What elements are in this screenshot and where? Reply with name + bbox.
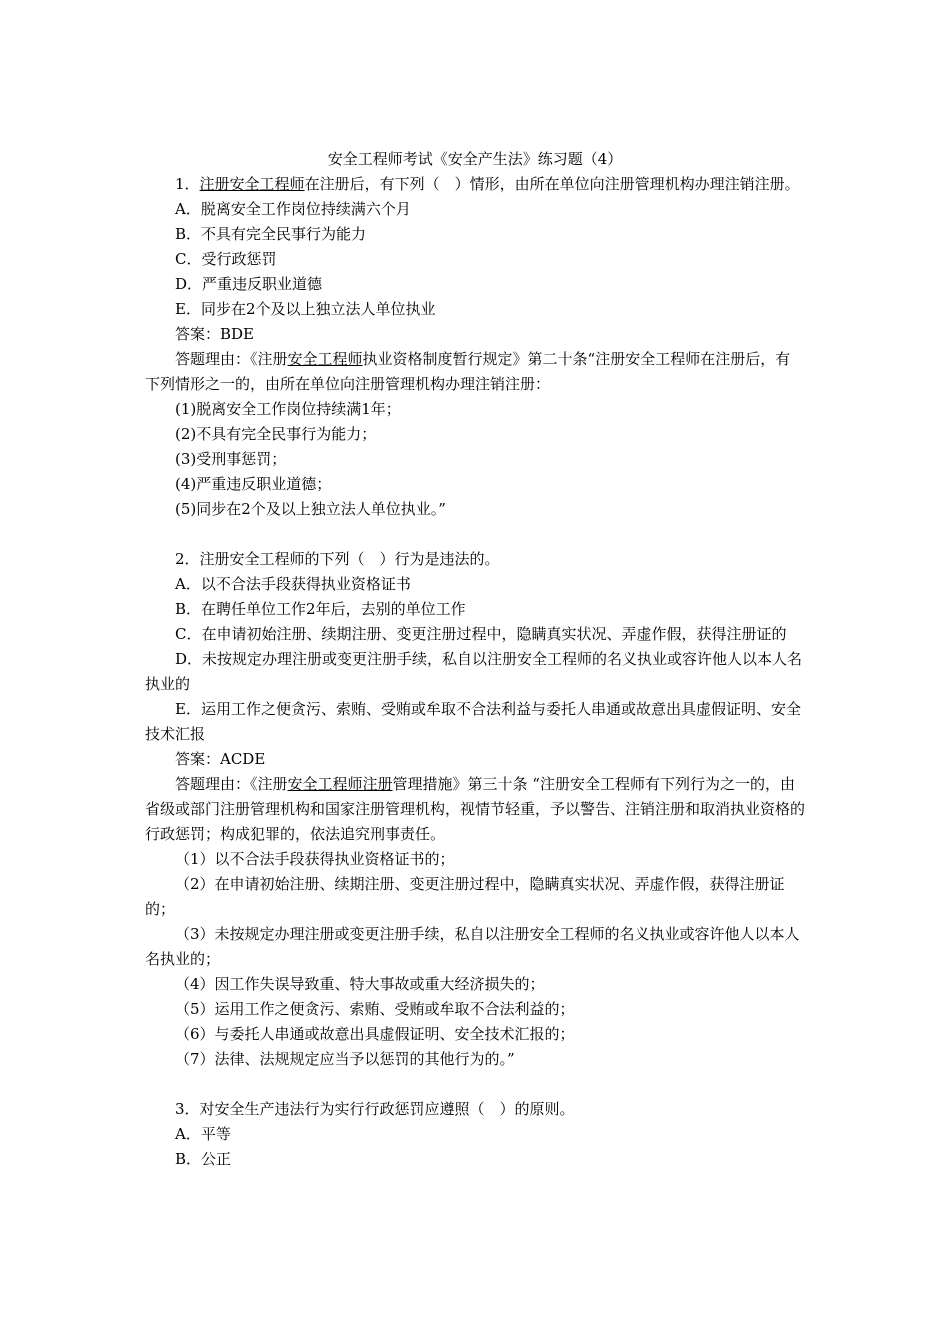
question-1-option-a: A．脱离安全工作岗位持续满六个月 bbox=[175, 200, 411, 218]
question-3-stem: 3．对安全生产违法行为实行行政惩罚应遵照（ ）的原则。 bbox=[175, 1100, 575, 1118]
question-1-item-4: (4)严重违反职业道德； bbox=[175, 475, 332, 493]
question-2-option-b: B．在聘任单位工作2年后，去别的单位工作 bbox=[175, 600, 466, 618]
question-2-item-1: （1）以不合法手段获得执业资格证书的； bbox=[175, 850, 455, 868]
question-1-link[interactable]: 注册安全工程师 bbox=[199, 175, 305, 193]
question-1-option-c: C．受行政惩罚 bbox=[175, 250, 277, 268]
question-1-reason-link[interactable]: 安全工程师 bbox=[287, 350, 363, 368]
question-2-item-6: （6）与委托人串通或故意出具虚假证明、安全技术汇报的； bbox=[175, 1025, 575, 1043]
question-1-reason bbox=[145, 347, 805, 397]
question-1-option-e: E．同步在2个及以上独立法人单位执业 bbox=[175, 300, 436, 318]
question-1-reason-prefix: 答题理由：《注册 bbox=[175, 350, 288, 368]
question-2-item-3: （3）未按规定办理注册或变更注册手续，私自以注册安全工程师的名义执业或容许他人以本人名执业的； bbox=[145, 925, 800, 968]
question-2-reason-prefix: 答题理由：《注册 bbox=[175, 775, 288, 793]
question-1-item-1: (1)脱离安全工作岗位持续满1年； bbox=[175, 400, 401, 418]
question-2-reason bbox=[145, 772, 805, 847]
question-1-option-b: B．不具有完全民事行为能力 bbox=[175, 225, 367, 243]
question-2-item-7: （7）法律、法规规定应当予以惩罚的其他行为的。” bbox=[175, 1050, 515, 1068]
question-1-option-d: D．严重违反职业道德 bbox=[175, 275, 323, 293]
paragraph-spacer bbox=[145, 1072, 805, 1097]
question-1-number: 1． bbox=[175, 175, 200, 193]
question-2-reason-link[interactable]: 安全工程师注册 bbox=[287, 775, 393, 793]
question-1-item-3: (3)受刑事惩罚； bbox=[175, 450, 287, 468]
question-2-option-e: E．运用工作之便贪污、索贿、受贿或牟取不合法利益与委托人串通或故意出具虚假证明、安全技术汇报 bbox=[145, 700, 801, 743]
question-2-answer: 答案：ACDE bbox=[175, 750, 266, 768]
question-1-text: 在注册后，有下列（ ）情形，由所在单位向注册管理机构办理注销注册。 bbox=[304, 175, 800, 193]
document-page bbox=[145, 147, 805, 1172]
question-3-option-b: B．公正 bbox=[175, 1150, 232, 1168]
question-2-reason-text: 管理措施》第三十条 “注册安全工程师有下列行为之一的，由省级或部门注册管理机构和国家注册管理机构，视情节轻重，予以警告、注销注册和取消执业资格的行政惩罚；构成犯罪的，依法追究刑事责任。 bbox=[145, 775, 806, 843]
document-title: 安全工程师考试《安全产生法》练习题（4） bbox=[327, 150, 623, 168]
question-3-option-a: A．平等 bbox=[175, 1125, 231, 1143]
question-2-stem: 2．注册安全工程师的下列（ ）行为是违法的。 bbox=[175, 550, 500, 568]
question-2-option-d: D．未按规定办理注册或变更注册手续，私自以注册安全工程师的名义执业或容许他人以本人名执业的 bbox=[145, 650, 803, 693]
question-2-item-4: （4）因工作失误导致重、特大事故或重大经济损失的； bbox=[175, 975, 545, 993]
question-2-item-5: （5）运用工作之便贪污、索贿、受贿或牟取不合法利益的； bbox=[175, 1000, 575, 1018]
paragraph-spacer bbox=[145, 522, 805, 547]
question-2-option-c: C．在申请初始注册、续期注册、变更注册过程中，隐瞒真实状况、弄虚作假，获得注册证的 bbox=[175, 625, 787, 643]
question-2-item-2: （2）在申请初始注册、续期注册、变更注册过程中，隐瞒真实状况、弄虚作假，获得注册证的； bbox=[145, 875, 785, 918]
question-2-option-a: A．以不合法手段获得执业资格证书 bbox=[175, 575, 411, 593]
question-1-item-2: (2)不具有完全民事行为能力； bbox=[175, 425, 377, 443]
question-1-answer: 答案：BDE bbox=[175, 325, 254, 343]
question-1-reason-text: 执业资格制度暂行规定》第二十条“注册安全工程师在注册后，有下列情形之一的，由所在单位向注册管理机构办理注销注册： bbox=[145, 350, 791, 393]
question-1-item-5: (5)同步在2个及以上独立法人单位执业。” bbox=[175, 500, 446, 518]
question-1-stem bbox=[145, 172, 805, 197]
